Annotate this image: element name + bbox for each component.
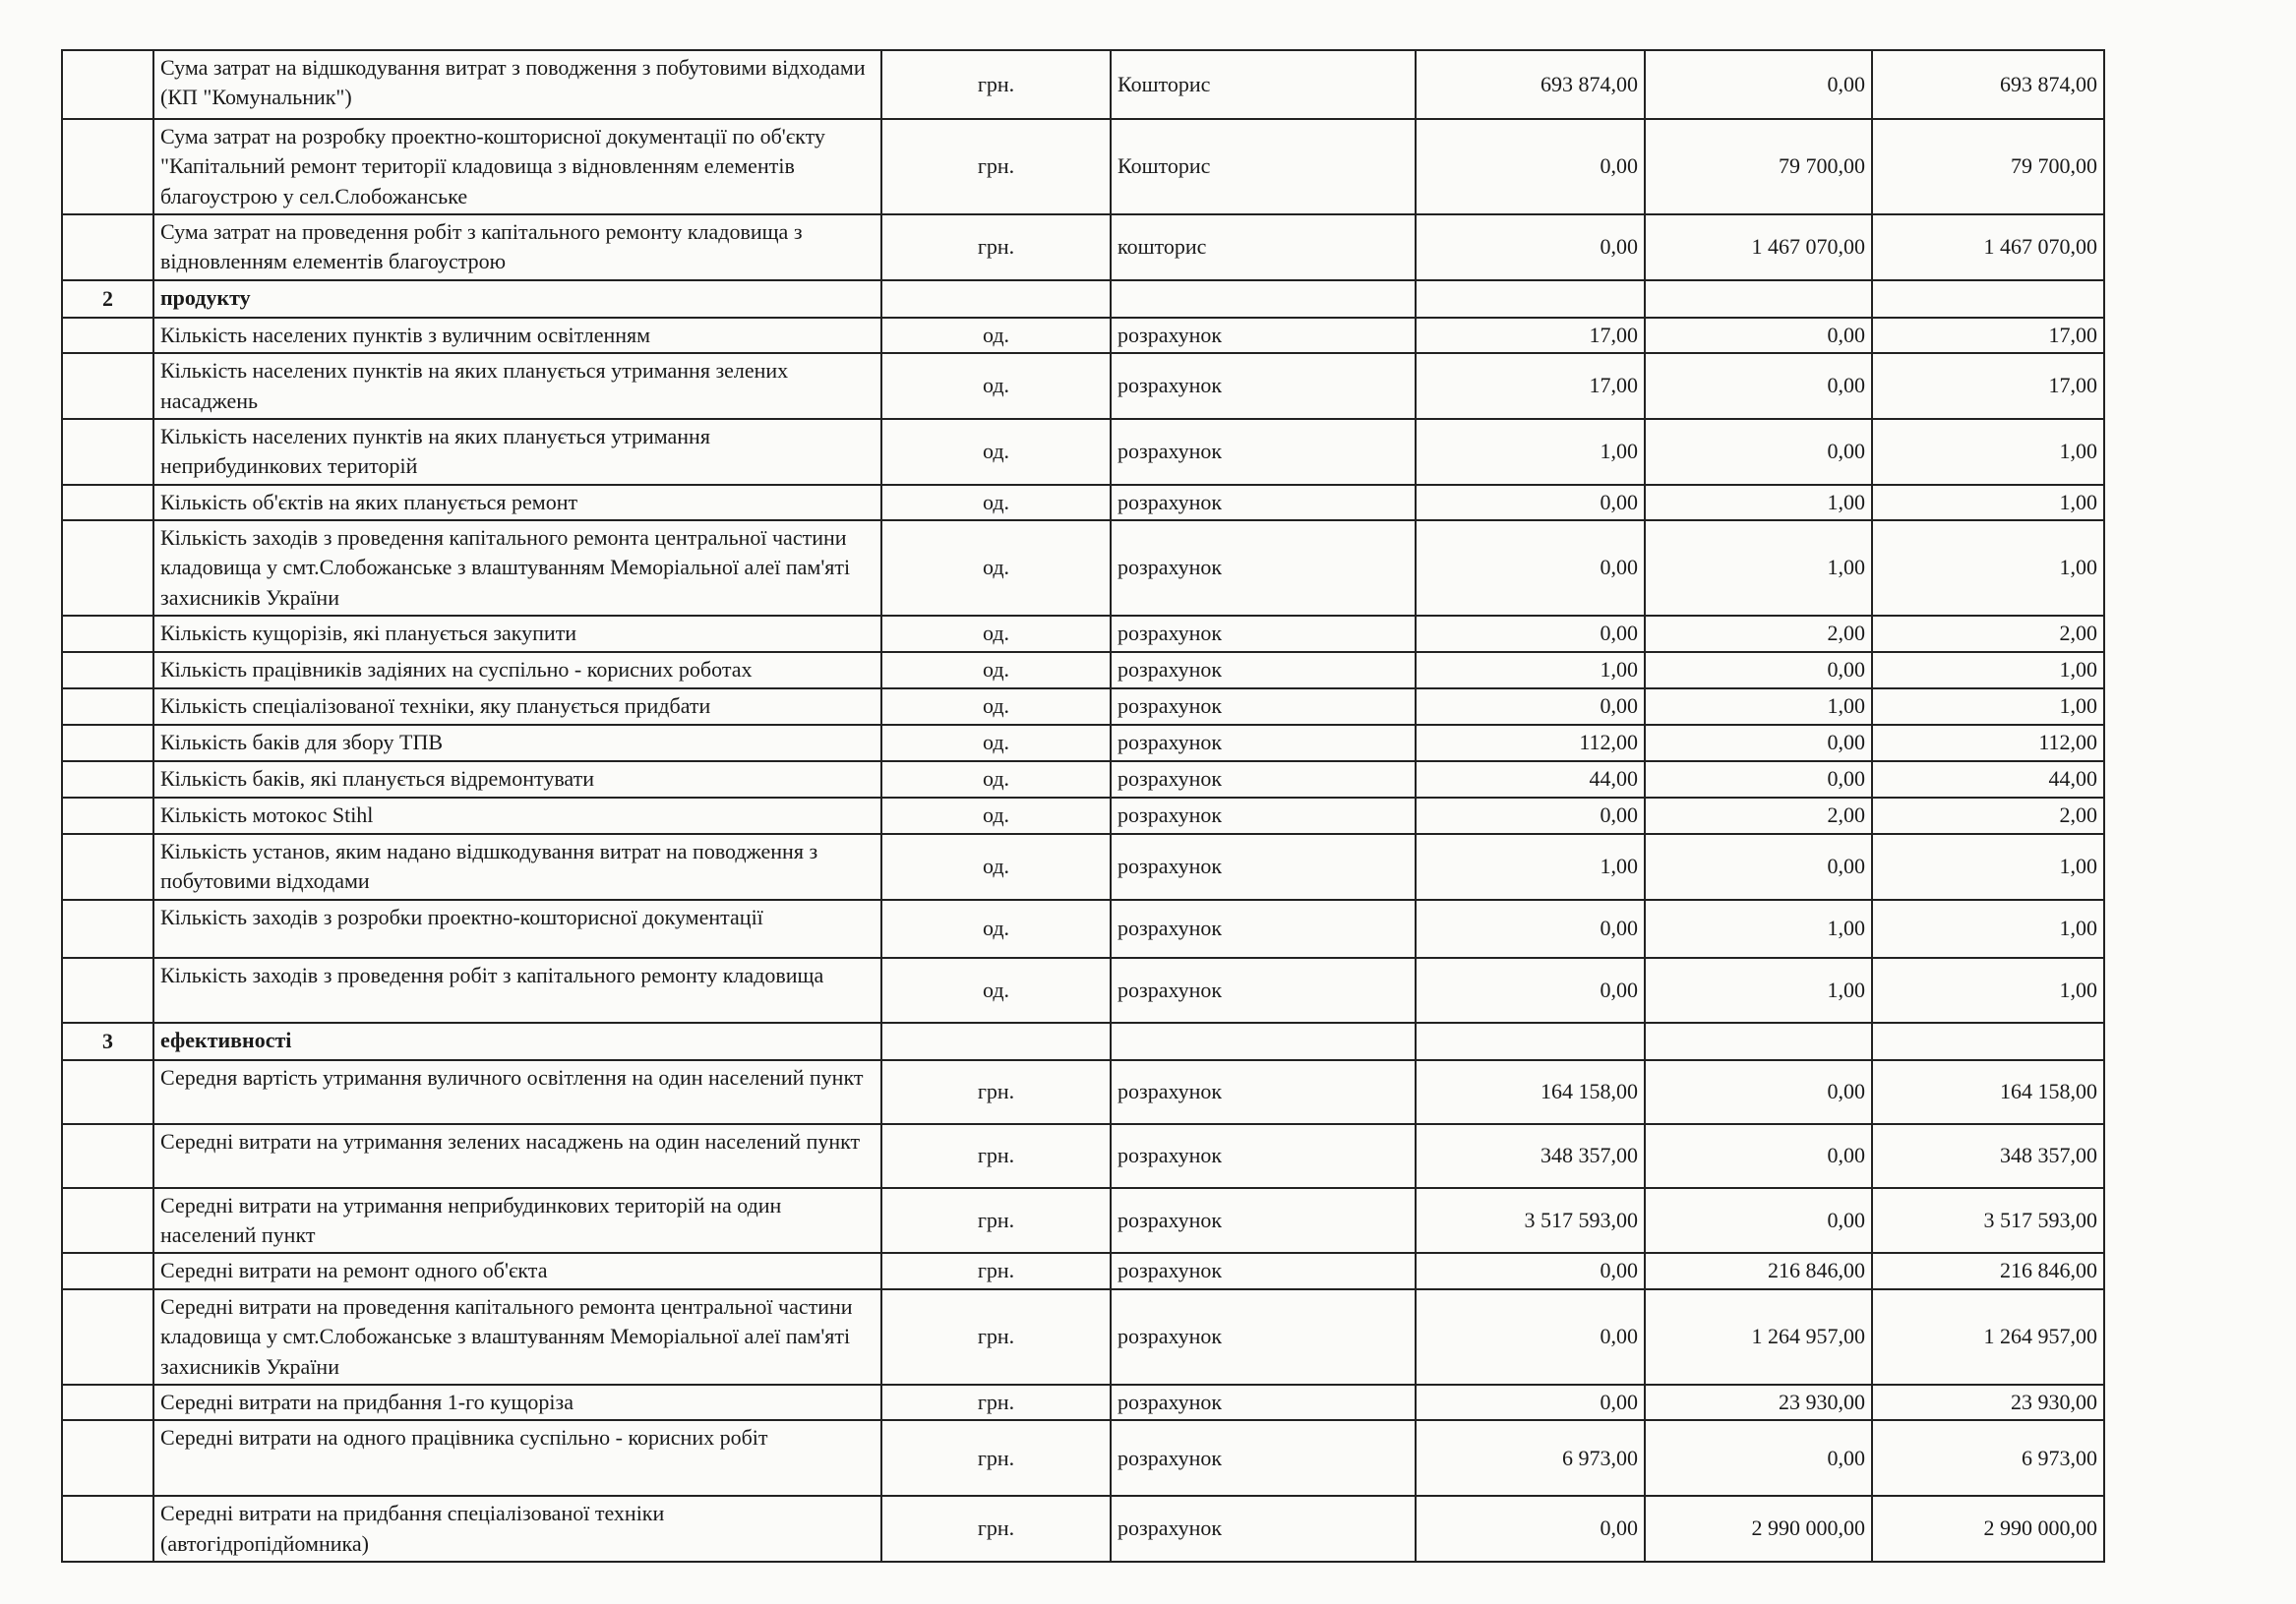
- value-special-fund-cell: 216 846,00: [1645, 1253, 1872, 1288]
- empty-cell: [1416, 1023, 1645, 1060]
- empty-cell: [1645, 1023, 1872, 1060]
- table-row: [62, 834, 2104, 900]
- row-number-cell: [62, 318, 153, 353]
- value-general-fund-cell: 0,00: [1416, 214, 1645, 280]
- source-cell: Кошторис: [1111, 119, 1416, 214]
- value-special-fund-cell: 1,00: [1645, 688, 1872, 725]
- value-general-fund-cell: 348 357,00: [1416, 1124, 1645, 1188]
- empty-cell: [1111, 1023, 1416, 1060]
- value-total-cell: 17,00: [1872, 353, 2104, 419]
- row-number-cell: [62, 958, 153, 1023]
- source-cell: розрахунок: [1111, 485, 1416, 520]
- unit-cell: од.: [881, 834, 1111, 900]
- value-total-cell: 1,00: [1872, 958, 2104, 1023]
- unit-cell: грн.: [881, 50, 1111, 119]
- table-row: [62, 1496, 2104, 1562]
- unit-cell: грн.: [881, 214, 1111, 280]
- table-row: [62, 688, 2104, 725]
- value-total-cell: 164 158,00: [1872, 1060, 2104, 1124]
- unit-cell: од.: [881, 353, 1111, 419]
- section-title: ефективності: [153, 1023, 881, 1060]
- table-row: [62, 1385, 2104, 1420]
- unit-cell: од.: [881, 419, 1111, 485]
- value-total-cell: 79 700,00: [1872, 119, 2104, 214]
- section-title: продукту: [153, 280, 881, 318]
- indicator-name-cell: Кількість населених пунктів на яких планується утримання неприбудинкових територій: [153, 419, 881, 485]
- value-special-fund-cell: 1,00: [1645, 520, 1872, 616]
- value-general-fund-cell: 112,00: [1416, 725, 1645, 761]
- unit-cell: грн.: [881, 1496, 1111, 1562]
- value-general-fund-cell: 1,00: [1416, 652, 1645, 688]
- value-special-fund-cell: 79 700,00: [1645, 119, 1872, 214]
- row-number-cell: [62, 353, 153, 419]
- source-cell: розрахунок: [1111, 900, 1416, 958]
- indicator-name-cell: Середні витрати на одного працівника суспільно - корисних робіт: [153, 1420, 881, 1496]
- table-row: [62, 652, 2104, 688]
- unit-cell: од.: [881, 688, 1111, 725]
- source-cell: розрахунок: [1111, 725, 1416, 761]
- empty-cell: [1645, 280, 1872, 318]
- value-general-fund-cell: 0,00: [1416, 1289, 1645, 1385]
- value-total-cell: 2,00: [1872, 798, 2104, 834]
- unit-cell: од.: [881, 652, 1111, 688]
- unit-cell: грн.: [881, 1060, 1111, 1124]
- unit-cell: од.: [881, 520, 1111, 616]
- indicator-name-cell: Середні витрати на ремонт одного об'єкта: [153, 1253, 881, 1288]
- value-special-fund-cell: 1,00: [1645, 485, 1872, 520]
- table-row: [62, 798, 2104, 834]
- value-general-fund-cell: 0,00: [1416, 616, 1645, 652]
- value-general-fund-cell: 17,00: [1416, 353, 1645, 419]
- empty-cell: [1416, 280, 1645, 318]
- unit-cell: од.: [881, 761, 1111, 798]
- value-total-cell: 693 874,00: [1872, 50, 2104, 119]
- value-general-fund-cell: 1,00: [1416, 419, 1645, 485]
- unit-cell: од.: [881, 485, 1111, 520]
- row-number-cell: [62, 1289, 153, 1385]
- source-cell: розрахунок: [1111, 1420, 1416, 1496]
- value-total-cell: 112,00: [1872, 725, 2104, 761]
- value-special-fund-cell: 0,00: [1645, 725, 1872, 761]
- value-total-cell: 3 517 593,00: [1872, 1188, 2104, 1254]
- indicator-name-cell: Середні витрати на утримання зелених насаджень на один населений пункт: [153, 1124, 881, 1188]
- value-total-cell: 2 990 000,00: [1872, 1496, 2104, 1562]
- row-number-cell: [62, 1496, 153, 1562]
- source-cell: розрахунок: [1111, 520, 1416, 616]
- row-number-cell: [62, 688, 153, 725]
- unit-cell: од.: [881, 318, 1111, 353]
- empty-cell: [1111, 280, 1416, 318]
- indicator-name-cell: Кількість баків, які планується відремонтувати: [153, 761, 881, 798]
- value-general-fund-cell: 0,00: [1416, 1385, 1645, 1420]
- value-total-cell: 1 264 957,00: [1872, 1289, 2104, 1385]
- table-row: [62, 318, 2104, 353]
- value-general-fund-cell: 3 517 593,00: [1416, 1188, 1645, 1254]
- value-total-cell: 23 930,00: [1872, 1385, 2104, 1420]
- value-special-fund-cell: 1 264 957,00: [1645, 1289, 1872, 1385]
- table-row: [62, 958, 2104, 1023]
- unit-cell: грн.: [881, 1188, 1111, 1254]
- table-row: [62, 119, 2104, 214]
- value-general-fund-cell: 0,00: [1416, 119, 1645, 214]
- table-row: [62, 1188, 2104, 1254]
- source-cell: розрахунок: [1111, 353, 1416, 419]
- table-row: [62, 1420, 2104, 1496]
- value-special-fund-cell: 0,00: [1645, 1060, 1872, 1124]
- value-special-fund-cell: 0,00: [1645, 1188, 1872, 1254]
- value-special-fund-cell: 2,00: [1645, 616, 1872, 652]
- table-row: [62, 419, 2104, 485]
- indicator-name-cell: Кількість мотокос Stihl: [153, 798, 881, 834]
- row-number-cell: [62, 798, 153, 834]
- source-cell: Кошторис: [1111, 50, 1416, 119]
- indicator-name-cell: Середня вартість утримання вуличного освітлення на один населений пункт: [153, 1060, 881, 1124]
- value-special-fund-cell: 0,00: [1645, 834, 1872, 900]
- empty-cell: [1872, 280, 2104, 318]
- unit-cell: грн.: [881, 1289, 1111, 1385]
- value-special-fund-cell: 0,00: [1645, 419, 1872, 485]
- value-general-fund-cell: 0,00: [1416, 1253, 1645, 1288]
- value-general-fund-cell: 0,00: [1416, 688, 1645, 725]
- value-special-fund-cell: 0,00: [1645, 50, 1872, 119]
- indicator-name-cell: Кількість заходів з проведення капітального ремонта центральної частини кладовища у смт.Слобожанське з влаштуванням Меморіальної алеї пам'яті захисників України: [153, 520, 881, 616]
- unit-cell: грн.: [881, 1253, 1111, 1288]
- indicator-name-cell: Середні витрати на проведення капітального ремонта центральної частини кладовища у смт.Слобожанське з влаштуванням Меморіальної алеї пам'яті захисників України: [153, 1289, 881, 1385]
- indicator-name-cell: Кількість заходів з проведення робіт з капітального ремонту кладовища: [153, 958, 881, 1023]
- value-total-cell: 1,00: [1872, 834, 2104, 900]
- unit-cell: од.: [881, 725, 1111, 761]
- indicator-name-cell: Кількість установ, яким надано відшкодування витрат на поводження з побутовими відходами: [153, 834, 881, 900]
- value-general-fund-cell: 0,00: [1416, 485, 1645, 520]
- empty-cell: [881, 280, 1111, 318]
- source-cell: розрахунок: [1111, 1188, 1416, 1254]
- value-total-cell: 1,00: [1872, 485, 2104, 520]
- source-cell: розрахунок: [1111, 1385, 1416, 1420]
- unit-cell: грн.: [881, 1420, 1111, 1496]
- table-row: [62, 1124, 2104, 1188]
- row-number-cell: [62, 419, 153, 485]
- table-row: [62, 1253, 2104, 1288]
- value-special-fund-cell: 0,00: [1645, 353, 1872, 419]
- unit-cell: од.: [881, 798, 1111, 834]
- row-number-cell: [62, 520, 153, 616]
- value-special-fund-cell: 2,00: [1645, 798, 1872, 834]
- indicator-name-cell: Середні витрати на придбання спеціалізованої техніки (автогідропідйомника): [153, 1496, 881, 1562]
- row-number-cell: [62, 1188, 153, 1254]
- value-total-cell: 1,00: [1872, 900, 2104, 958]
- source-cell: розрахунок: [1111, 318, 1416, 353]
- source-cell: розрахунок: [1111, 688, 1416, 725]
- value-total-cell: 6 973,00: [1872, 1420, 2104, 1496]
- indicator-name-cell: Кількість населених пунктів з вуличним освітленням: [153, 318, 881, 353]
- unit-cell: од.: [881, 616, 1111, 652]
- source-cell: розрахунок: [1111, 761, 1416, 798]
- indicator-name-cell: Кількість об'єктів на яких планується ремонт: [153, 485, 881, 520]
- table-row: [62, 214, 2104, 280]
- source-cell: кошторис: [1111, 214, 1416, 280]
- value-total-cell: 2,00: [1872, 616, 2104, 652]
- value-special-fund-cell: 0,00: [1645, 1420, 1872, 1496]
- table-row: [62, 1289, 2104, 1385]
- row-number-cell: [62, 1385, 153, 1420]
- row-number-cell: [62, 616, 153, 652]
- row-number-cell: [62, 50, 153, 119]
- value-general-fund-cell: 44,00: [1416, 761, 1645, 798]
- value-special-fund-cell: 0,00: [1645, 761, 1872, 798]
- source-cell: розрахунок: [1111, 958, 1416, 1023]
- source-cell: розрахунок: [1111, 1253, 1416, 1288]
- value-special-fund-cell: 1,00: [1645, 900, 1872, 958]
- indicators-table: [61, 49, 2105, 1563]
- indicator-name-cell: Кількість працівників задіяних на суспільно - корисних роботах: [153, 652, 881, 688]
- source-cell: розрахунок: [1111, 1496, 1416, 1562]
- indicator-name-cell: Кількість населених пунктів на яких планується утримання зелених насаджень: [153, 353, 881, 419]
- indicator-name-cell: Кількість баків для збору ТПВ: [153, 725, 881, 761]
- value-special-fund-cell: 0,00: [1645, 652, 1872, 688]
- source-cell: розрахунок: [1111, 616, 1416, 652]
- value-total-cell: 216 846,00: [1872, 1253, 2104, 1288]
- table-row: [62, 761, 2104, 798]
- indicator-name-cell: Сума затрат на проведення робіт з капітального ремонту кладовища з відновленням елементів благоустрою: [153, 214, 881, 280]
- empty-cell: [881, 1023, 1111, 1060]
- source-cell: розрахунок: [1111, 834, 1416, 900]
- indicator-name-cell: Середні витрати на придбання 1-го кущоріза: [153, 1385, 881, 1420]
- source-cell: розрахунок: [1111, 419, 1416, 485]
- row-number-cell: [62, 214, 153, 280]
- unit-cell: грн.: [881, 1124, 1111, 1188]
- indicator-name-cell: Середні витрати на утримання неприбудинкових територій на один населений пункт: [153, 1188, 881, 1254]
- value-total-cell: 44,00: [1872, 761, 2104, 798]
- empty-cell: [1872, 1023, 2104, 1060]
- value-special-fund-cell: 0,00: [1645, 1124, 1872, 1188]
- table-row: [62, 1060, 2104, 1124]
- value-special-fund-cell: 23 930,00: [1645, 1385, 1872, 1420]
- table-row: [62, 485, 2104, 520]
- section-number: 3: [62, 1023, 153, 1060]
- section-row: [62, 1023, 2104, 1060]
- value-general-fund-cell: 17,00: [1416, 318, 1645, 353]
- value-general-fund-cell: 6 973,00: [1416, 1420, 1645, 1496]
- table-row: [62, 725, 2104, 761]
- value-general-fund-cell: 164 158,00: [1416, 1060, 1645, 1124]
- indicator-name-cell: Сума затрат на відшкодування витрат з поводження з побутовими відходами (КП "Комунальник"): [153, 50, 881, 119]
- source-cell: розрахунок: [1111, 652, 1416, 688]
- table-row: [62, 900, 2104, 958]
- table-row: [62, 520, 2104, 616]
- source-cell: розрахунок: [1111, 1289, 1416, 1385]
- row-number-cell: [62, 1420, 153, 1496]
- source-cell: розрахунок: [1111, 798, 1416, 834]
- row-number-cell: [62, 1060, 153, 1124]
- section-number: 2: [62, 280, 153, 318]
- value-total-cell: 1,00: [1872, 419, 2104, 485]
- row-number-cell: [62, 1253, 153, 1288]
- indicator-name-cell: Кількість спеціалізованої техніки, яку планується придбати: [153, 688, 881, 725]
- table-row: [62, 50, 2104, 119]
- indicator-name-cell: Кількість кущорізів, які планується закупити: [153, 616, 881, 652]
- row-number-cell: [62, 652, 153, 688]
- value-total-cell: 1 467 070,00: [1872, 214, 2104, 280]
- row-number-cell: [62, 1124, 153, 1188]
- value-general-fund-cell: 693 874,00: [1416, 50, 1645, 119]
- value-total-cell: 1,00: [1872, 652, 2104, 688]
- source-cell: розрахунок: [1111, 1124, 1416, 1188]
- value-total-cell: 1,00: [1872, 520, 2104, 616]
- indicators-table-body: [62, 50, 2104, 1562]
- row-number-cell: [62, 119, 153, 214]
- unit-cell: од.: [881, 900, 1111, 958]
- value-general-fund-cell: 0,00: [1416, 520, 1645, 616]
- section-row: [62, 280, 2104, 318]
- table-row: [62, 353, 2104, 419]
- row-number-cell: [62, 834, 153, 900]
- value-special-fund-cell: 1 467 070,00: [1645, 214, 1872, 280]
- indicator-name-cell: Сума затрат на розробку проектно-кошторисної документації по об'єкту "Капітальний ремонт території кладовища з відновленням елементів благоустрою у сел.Слобожанське: [153, 119, 881, 214]
- value-general-fund-cell: 1,00: [1416, 834, 1645, 900]
- value-total-cell: 348 357,00: [1872, 1124, 2104, 1188]
- row-number-cell: [62, 485, 153, 520]
- value-total-cell: 1,00: [1872, 688, 2104, 725]
- indicator-name-cell: Кількість заходів з розробки проектно-кошторисної документації: [153, 900, 881, 958]
- value-general-fund-cell: 0,00: [1416, 958, 1645, 1023]
- value-special-fund-cell: 0,00: [1645, 318, 1872, 353]
- value-special-fund-cell: 1,00: [1645, 958, 1872, 1023]
- source-cell: розрахунок: [1111, 1060, 1416, 1124]
- unit-cell: грн.: [881, 1385, 1111, 1420]
- value-general-fund-cell: 0,00: [1416, 900, 1645, 958]
- row-number-cell: [62, 900, 153, 958]
- unit-cell: од.: [881, 958, 1111, 1023]
- value-general-fund-cell: 0,00: [1416, 798, 1645, 834]
- row-number-cell: [62, 725, 153, 761]
- value-special-fund-cell: 2 990 000,00: [1645, 1496, 1872, 1562]
- row-number-cell: [62, 761, 153, 798]
- value-general-fund-cell: 0,00: [1416, 1496, 1645, 1562]
- unit-cell: грн.: [881, 119, 1111, 214]
- value-total-cell: 17,00: [1872, 318, 2104, 353]
- table-row: [62, 616, 2104, 652]
